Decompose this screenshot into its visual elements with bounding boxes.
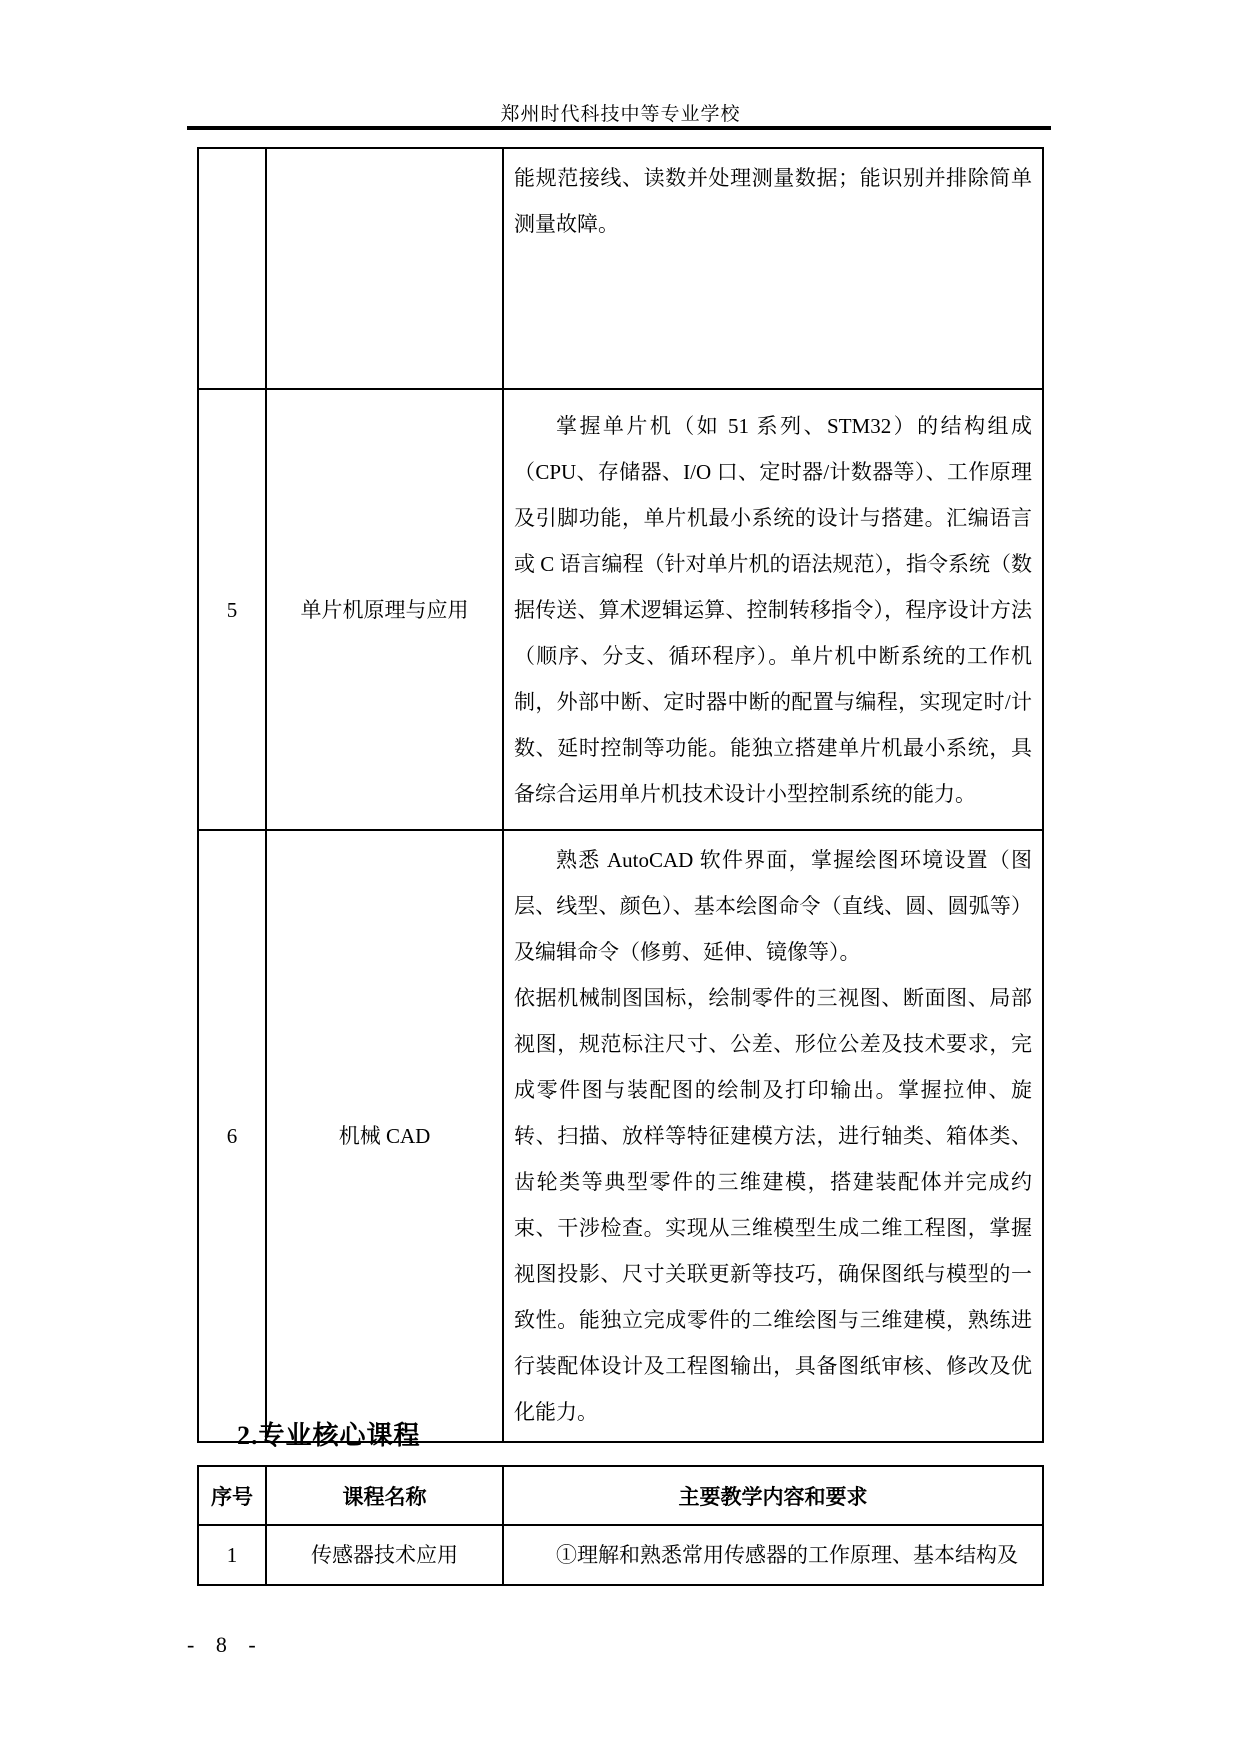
course-table-continued [197, 147, 1044, 1443]
header-cell-number: 序号 [198, 1466, 266, 1525]
page-header-title: 郑州时代科技中等专业学校 [500, 104, 741, 125]
row-number-cell: 6 [198, 830, 266, 1442]
course-name-cell: 传感器技术应用 [266, 1525, 503, 1585]
table-row [198, 389, 1043, 830]
course-content-cell [503, 389, 1043, 830]
core-course-table [197, 1465, 1044, 1586]
course-content-cell [503, 830, 1043, 1442]
table-row [198, 830, 1043, 1442]
table-row [198, 148, 1043, 389]
course-content-cell [503, 148, 1043, 389]
footer-page-number: - 8 - [187, 1632, 261, 1657]
table-row [198, 1525, 1043, 1585]
content-paragraph: 能规范接线、读数并处理测量数据；能识别并排除简单测量故障。 [514, 166, 1032, 236]
row-number-cell: 1 [198, 1525, 266, 1585]
row-number-cell [198, 148, 266, 389]
course-name-cell: 单片机原理与应用 [266, 389, 503, 830]
header-cell-content: 主要教学内容和要求 [503, 1466, 1043, 1525]
content-paragraph: ①理解和熟悉常用传感器的工作原理、基本结构及 [556, 1543, 1018, 1567]
content-paragraph: 依据机械制图国标，绘制零件的三视图、断面图、局部视图，规范标注尺寸、公差、形位公差及技术要求，完成零件图与装配图的绘制及打印输出。掌握拉伸、旋转、扫描、放样等特征建模方法，进行轴类、箱体类、齿轮类等典型零件的三维建模，搭建装配体并完成约束、干涉检查。实现从三维模型生成二维工程图，掌握视图投影、尺寸关联更新等技巧，确保图纸与模型的一致性。能独立完成零件的二维绘图与三维建模，熟练进行装配体设计及工程图输出，具备图纸审核、修改及优化能力。 [514, 986, 1032, 1424]
course-name-cell [266, 148, 503, 389]
course-name-cell: 机械 CAD [266, 830, 503, 1442]
course-content-cell [503, 1525, 1043, 1585]
header-cell-course-name: 课程名称 [266, 1466, 503, 1525]
row-number-cell: 5 [198, 389, 266, 830]
table-header-row [198, 1466, 1043, 1525]
content-paragraph: 熟悉 AutoCAD 软件界面，掌握绘图环境设置（图层、线型、颜色）、基本绘图命令（直线、圆、圆弧等）及编辑命令（修剪、延伸、镜像等）。 [514, 848, 1032, 964]
section-heading: 2.专业核心课程 [237, 1421, 421, 1450]
header-rule [187, 126, 1051, 130]
content-paragraph: 掌握单片机（如 51 系列、STM32）的结构组成（CPU、存储器、I/O 口、定时器/计数器等）、工作原理及引脚功能，单片机最小系统的设计与搭建。汇编语言或 C 语言编程（针对单片机的语法规范），指令系统（数据传送、算术逻辑运算、控制转移指令），程序设计方法（顺序、分支、循环程序）。单片机中断系统的工作机制，外部中断、定时器中断的配置与编程，实现定时/计数、延时控制等功能。能独立搭建单片机最小系统，具备综合运用单片机技术设计小型控制系统的能力。 [514, 413, 1033, 806]
